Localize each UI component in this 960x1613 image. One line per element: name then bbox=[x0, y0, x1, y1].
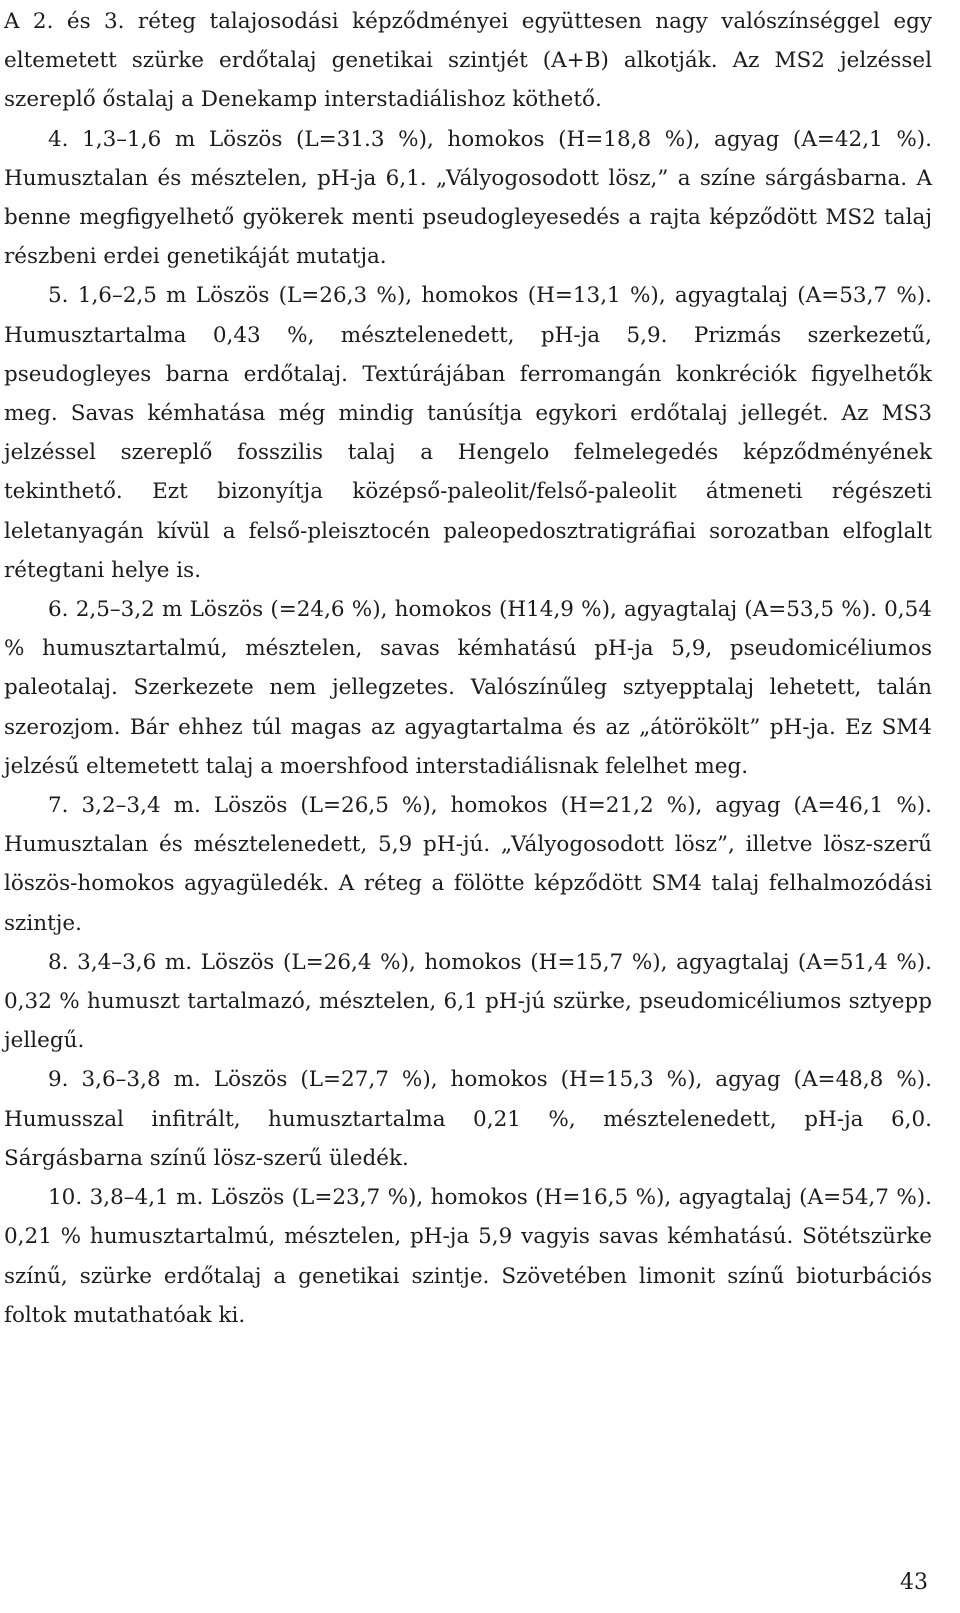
paragraph-1: A 2. és 3. réteg talajosodási képződményei együttesen nagy valószínséggel egy eltemetett szürke erdőtalaj genetikai szintjét (A+B) alkotják. Az MS2 jelzéssel szereplő őstalaj a Denekamp interstadiálishoz köthető. bbox=[4, 9, 932, 113]
paragraph-2: 4. 1,3–1,6 m Löszös (L=31.3 %), homokos (H=18,8 %), agyag (A=42,1 %). Humusztalan és mésztelen, pH-ja 6,1. „Vályogosodott lösz,” a színe sárgásbarna. A benne megfigyelhető gyökerek menti pseudogleyesedés a rajta képződött MS2 talaj részbeni erdei genetikáját mutatja. bbox=[4, 126, 932, 270]
paragraph-6: 8. 3,4–3,6 m. Löszös (L=26,4 %), homokos (H=15,7 %), agyagtalaj (A=51,4 %). 0,32 % humuszt tartalmazó, mésztelen, 6,1 pH-jú szürke, pseudomicéliumos sztyepp jellegű. bbox=[4, 949, 932, 1054]
paragraph-3: 5. 1,6–2,5 m Löszös (L=26,3 %), homokos (H=13,1 %), agyagtalaj (A=53,7 %). Humusztartalma 0,43 %, mésztelenedett, pH-ja 5,9. Prizmás szerkezetű, pseudogleyes barna erdőtalaj. Textúrájában ferromangán konkréciók figyelhetők meg. Savas kémhatása még mindig tanúsítja egykori erdőtalaj jellegét. Az MS3 jelzéssel szereplő fosszilis talaj a Hengelo felmelegedés képződményének tekinthető. Ezt bizonyítja középső-paleolit/felső-paleolit átmeneti régészeti leletanyagán kívül a felső-pleisztocén paleopedosztratigráfiai sorozatban elfoglalt rétegtani helye is. bbox=[4, 283, 932, 583]
paragraph-4: 6. 2,5–3,2 m Löszös (=24,6 %), homokos (H14,9 %), agyagtalaj (A=53,5 %). 0,54 % humusztartalmú, mésztelen, savas kémhatású pH-ja 5,9, pseudomicéliumos paleotalaj. Szerkezete nem jellegzetes. Valószínűleg sztyepptalaj lehetett, talán szerozjom. Bár ehhez túl magas az agyagtartalma és az „átörökölt” pH-ja. Ez SM4 jelzésű eltemetett talaj a moershfood interstadiálisnak felelhet meg. bbox=[4, 597, 932, 779]
paragraph-8: 10. 3,8–4,1 m. Löszös (L=23,7 %), homokos (H=16,5 %), agyagtalaj (A=54,7 %). 0,21 % humusztartalmú, mésztelen, pH-ja 5,9 vagyis savas kémhatású. Sötétszürke színű, szürke erdőtalaj a genetikai szintje. Szövetében limonit színű bioturbációs foltok mutathatóak ki. bbox=[4, 1185, 932, 1328]
page-number: 43 bbox=[900, 1570, 928, 1595]
paragraph-7: 9. 3,6–3,8 m. Löszös (L=27,7 %), homokos (H=15,3 %), agyag (A=48,8 %). Humusszal infitrált, humusztartalma 0,21 %, mésztelenedett, pH-ja 6,0. Sárgásbarna színű lösz-szerű üledék. bbox=[4, 1067, 932, 1171]
body-text bbox=[4, 2, 932, 1335]
paragraph-5: 7. 3,2–3,4 m. Löszös (L=26,5 %), homokos (H=21,2 %), agyag (A=46,1 %). Humusztalan és mésztelenedett, 5,9 pH-jú. „Vályogosodott lösz”, illetve lösz-szerű löszös-homokos agyagüledék. A réteg a fölötte képződött SM4 talaj felhalmozódási szintje. bbox=[4, 793, 932, 936]
